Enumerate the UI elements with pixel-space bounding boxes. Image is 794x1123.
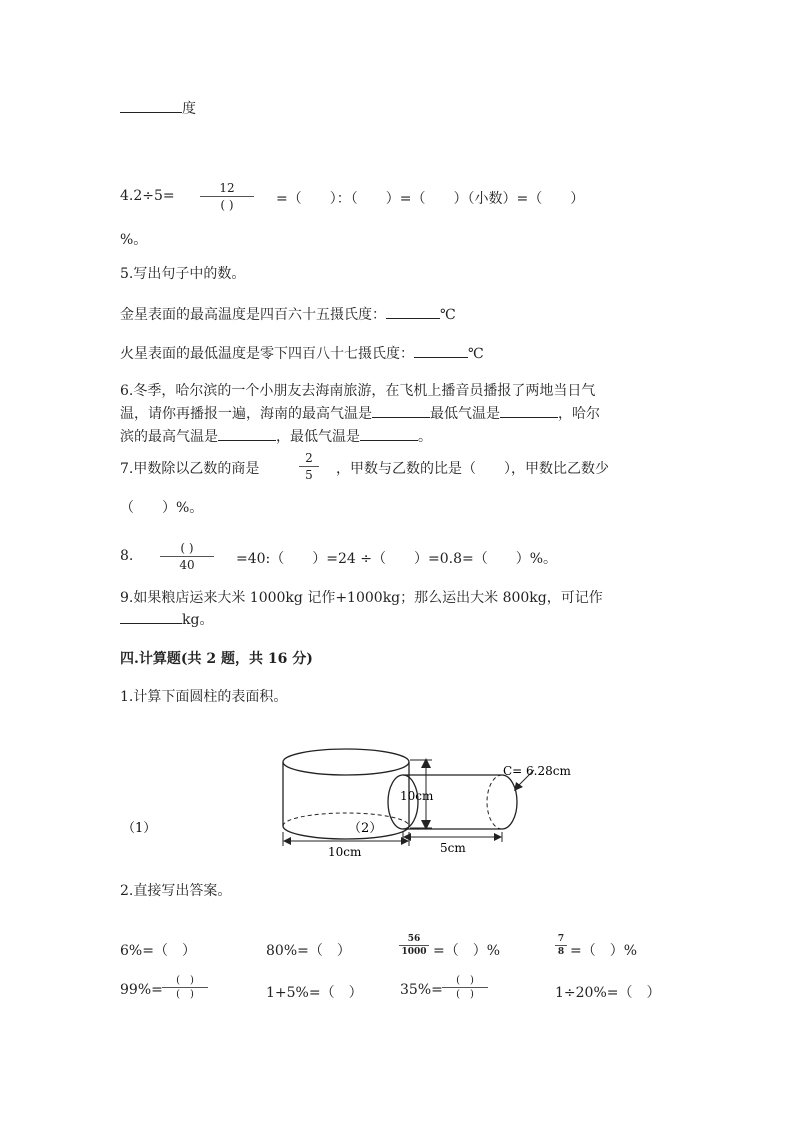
- q6-line2-c: ，哈尔: [558, 406, 600, 422]
- fig1-diameter-label: 10cm: [328, 845, 362, 859]
- blank: [414, 343, 468, 358]
- denominator: 8: [557, 947, 565, 957]
- numerator: ( ): [180, 541, 194, 555]
- q4-tail: %。: [120, 232, 148, 248]
- numerator: 12: [219, 181, 235, 195]
- numerator: 7: [557, 934, 565, 944]
- calc2-r2c1-lead: 99%=: [120, 982, 163, 998]
- fig2-circ-label: C= 6.28cm: [503, 764, 571, 778]
- calc2-r1c3-fraction: [399, 934, 429, 957]
- unit-celsius: ℃: [468, 346, 484, 362]
- numerator: ( ): [456, 975, 474, 986]
- fig1-label: （1）: [122, 821, 157, 836]
- q8-lead: 8.: [120, 548, 134, 564]
- blank: [120, 609, 182, 624]
- answer-line-degree: [120, 98, 196, 118]
- denominator: ( ): [456, 989, 474, 1000]
- cylinder-bottom-front: [283, 826, 409, 839]
- calc2-r2c3-lead: 35%=: [400, 982, 443, 998]
- cylinder-right-front: [502, 775, 517, 829]
- calc2-title: 2.直接写出答案。: [120, 883, 232, 899]
- calc2-r2c3-fraction: [442, 975, 488, 1000]
- q7-lead: 7.甲数除以乙数的商是: [120, 461, 260, 477]
- numerator: ( ): [176, 975, 194, 986]
- fraction-bar: [442, 987, 488, 988]
- q5-line2-text: 火星表面的最低温度是零下四百八十七摄氏度：: [120, 346, 414, 362]
- calc2-r1c2: 80%=（ ）: [266, 943, 351, 959]
- blank: [360, 426, 418, 441]
- cylinder-figures: [110, 740, 590, 865]
- q9-line1: 9.如果粮店运来大米 1000kg 记作+1000kg；那么运出大米 800kg，可记作: [120, 590, 603, 606]
- q9-line2: [120, 609, 213, 629]
- q6-line3: [120, 426, 432, 446]
- numerator: 56: [407, 934, 421, 944]
- section-title: 四.计算题(共 2 题，共 16 分): [120, 651, 313, 667]
- fraction-bar: [555, 945, 567, 946]
- q6-line2-b: 最低气温是: [430, 406, 500, 422]
- calc2-r1c1: 6%=（ ）: [120, 943, 196, 959]
- q8-fraction: [160, 541, 214, 572]
- q6-line2: [120, 403, 600, 423]
- calc1-title: 1.计算下面圆柱的表面积。: [120, 689, 288, 705]
- calc2-r2c1-fraction: [162, 975, 208, 1000]
- fraction-bar: [399, 945, 429, 946]
- cylinder-1: [122, 749, 434, 859]
- calc2-r2c4: 1÷20%=（ ）: [555, 985, 661, 1001]
- q6-line3-a: 滨的最高气温是: [120, 429, 218, 445]
- q4-rest: =（ ）：（ ）=（ ）（小数）=（ ）: [276, 191, 585, 207]
- pointer-arrow-icon: [514, 782, 523, 791]
- numerator: 2: [305, 451, 313, 465]
- denominator: 1000: [401, 947, 427, 957]
- denominator: ( ): [176, 989, 194, 1000]
- q7-rest: ，甲数与乙数的比是（ ），甲数比乙数少: [336, 461, 609, 477]
- q6-line1: 6.冬季，哈尔滨的一个小朋友去海南旅游，在飞机上播音员播报了两地当日气: [120, 383, 596, 399]
- fraction-bar: [162, 987, 208, 988]
- q8-rest: =40:（ ）=24 ÷（ ）=0.8=（ ）%。: [236, 551, 558, 567]
- q4-lead: 4.2÷5=: [120, 188, 175, 204]
- blank: [218, 426, 276, 441]
- fraction-bar: [299, 466, 319, 467]
- cylinder-top: [283, 749, 409, 775]
- calc2-r1c3: =（ ）%: [433, 943, 501, 959]
- cylinder-right-back: [487, 775, 502, 829]
- denominator: 5: [305, 468, 313, 482]
- calc2-r1c4: =（ ）%: [570, 943, 638, 959]
- q5-title: 5.写出句子中的数。: [120, 266, 246, 282]
- q6-line2-a: 温，请你再播报一遍，海南的最高气温是: [120, 406, 372, 422]
- fraction-bar: [200, 196, 254, 197]
- blank: [372, 403, 430, 418]
- arrow-left-icon: [283, 837, 291, 845]
- fig2-label: （2）: [348, 821, 383, 836]
- unit-kg: kg。: [182, 612, 214, 628]
- fig1-height-label: 10cm: [400, 789, 434, 803]
- fig2-length-label: 5cm: [440, 841, 466, 855]
- q7-line2: （ ）%。: [120, 500, 204, 516]
- q6-line3-b: ，最低气温是: [276, 429, 360, 445]
- denominator: 40: [179, 558, 195, 572]
- unit-celsius: ℃: [440, 307, 456, 323]
- q5-line2: [120, 343, 484, 363]
- blank: [500, 403, 558, 418]
- q7-fraction: [299, 451, 319, 482]
- q5-line1-text: 金星表面的最高温度是四百六十五摄氏度：: [120, 307, 386, 323]
- blank: [386, 304, 440, 319]
- arrow-right-icon: [494, 833, 502, 841]
- q6-line3-c: 。: [418, 429, 432, 445]
- q4-fraction: [200, 181, 254, 212]
- calc2-r2c2: 1+5%=（ ）: [266, 985, 363, 1001]
- fraction-bar: [160, 556, 214, 557]
- q5-line1: [120, 304, 456, 324]
- blank: [120, 98, 182, 113]
- calc2-r1c4-fraction: [555, 934, 567, 957]
- denominator: ( ): [220, 198, 234, 212]
- unit-degree: 度: [182, 101, 196, 117]
